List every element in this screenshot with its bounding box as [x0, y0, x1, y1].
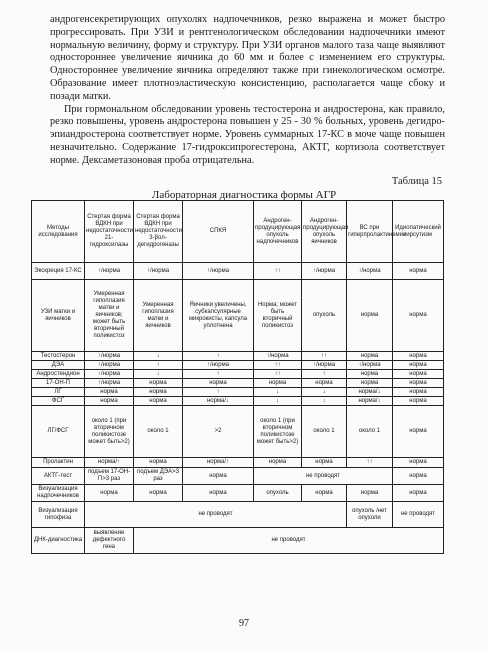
table-row — [32, 458, 444, 468]
table-row — [32, 361, 444, 370]
table-cell: норма — [393, 406, 444, 458]
row-header: 17-ОН-П — [32, 379, 85, 388]
table-cell: норма — [183, 485, 254, 502]
table-cell: ↑↑ — [347, 458, 393, 468]
table-row — [32, 379, 444, 388]
table-row — [32, 370, 444, 379]
table-cell: ↑ — [183, 388, 254, 397]
table-cell: норма — [347, 485, 393, 502]
table-cell: ↓ — [302, 388, 347, 397]
table-number: Таблица 15 — [391, 176, 442, 187]
table-cell: норма — [302, 379, 347, 388]
table-row — [32, 352, 444, 361]
table-cell: норма — [393, 468, 444, 485]
header-cell: Андроген-продуцирующая опухоль надпочечников — [254, 201, 302, 263]
table-cell: ↓ — [134, 370, 183, 379]
table-cell: не проводят — [254, 468, 393, 485]
table-cell: норма — [393, 352, 444, 361]
header-cell: СПКЯ — [183, 201, 254, 263]
row-header: УЗИ матки и яичников — [32, 280, 85, 352]
table-row — [32, 502, 444, 528]
page-number: 97 — [239, 618, 249, 629]
table-row — [32, 263, 444, 280]
table-cell: >2 — [183, 406, 254, 458]
table-cell: норма — [134, 458, 183, 468]
table-cell: норма — [85, 485, 134, 502]
table-row — [32, 406, 444, 458]
table-row — [32, 528, 444, 554]
table-cell: норма — [302, 485, 347, 502]
table-cell: опухоль /нет опухоли — [347, 502, 393, 528]
table-cell: ↓ — [302, 397, 347, 406]
body-text — [50, 14, 445, 168]
table-cell: ↑/норма — [183, 361, 254, 370]
table-cell: ↑/норма — [183, 263, 254, 280]
row-header: АКТГ-тест — [32, 468, 85, 485]
row-header: Андростендион — [32, 370, 85, 379]
paragraph-1: андрогенсекретирующих опухолях надпочечников, резко выражена и может быстро прогрессировать. При УЗИ и рентгенологическом обследовании надпочечники имеют нормальную величину, форму и структуру. При УЗИ органов малого таза чаще выявляют одностороннее увеличение яичника до 60 мм и более с изменением его структуры. Одностороннее увеличение яичника определяют также при гинекологическом осмотре. Образование имеет плотноэластическую консистенцию, располагается чаще сбоку и позади матки. — [50, 14, 445, 102]
table-cell: ↑/норма — [85, 352, 134, 361]
table-cell: ↓ — [134, 352, 183, 361]
row-header: Визуализация гипофиза — [32, 502, 85, 528]
table-cell: выявление дефектного гена — [85, 528, 134, 554]
table-cell: норма — [347, 370, 393, 379]
table-cell: около 1 — [302, 406, 347, 458]
table-cell: норма — [393, 263, 444, 280]
header-cell: ВС при гиперпролактинемии — [347, 201, 393, 263]
table-cell: ↑ — [183, 352, 254, 361]
table-row — [32, 388, 444, 397]
table-cell: норма — [134, 485, 183, 502]
table-cell: ↑/норма — [302, 361, 347, 370]
table-cell: норма/↓ — [183, 397, 254, 406]
table-cell: норма/↑ — [183, 458, 254, 468]
row-header: ДЭА — [32, 361, 85, 370]
header-cell: Стертая форма ВДКН при недостаточности 3-βол-дегидрогеназы — [134, 201, 183, 263]
table-cell: ↑/норма — [85, 361, 134, 370]
row-header: ФСГ — [32, 397, 85, 406]
table-cell: норма — [85, 397, 134, 406]
table-cell: норма — [183, 468, 254, 485]
table-cell: ↑/норма — [302, 263, 347, 280]
header-cell: Андроген-продуцирующая опухоль яичников — [302, 201, 347, 263]
table-cell: Яичники увеличены, субкапсулярные микрокисты, капсула уплотнена — [183, 280, 254, 352]
table-cell: не проводят — [393, 502, 444, 528]
table-cell: норма — [347, 352, 393, 361]
row-header: ЛГ/ФСГ — [32, 406, 85, 458]
table-cell: норма — [393, 397, 444, 406]
table-cell: опухоль — [302, 280, 347, 352]
row-header: Пролактин — [32, 458, 85, 468]
table-cell: норма — [302, 458, 347, 468]
table-cell: норма — [393, 280, 444, 352]
table-cell: ↓ — [254, 388, 302, 397]
table-cell: Умеренная гипоплазия матки и яичников; может быть вторичный поликистоз — [85, 280, 134, 352]
table-cell: норма — [134, 397, 183, 406]
paragraph-2: При гормональном обследовании уровень тестостерона и андростерона, как правило, резко повышены, уровень андростерона повышен у 25 - 30 % больных, уровень дегидро-эпиандростерона соответствует норме. Уровень суммарных 17-КС в моче чаще повышен незначительно. Содержание 17-гидроксипрогестерона, АКТГ, кортизола соответствует норме. Дексаметазоновая проба отрицательна. — [50, 103, 445, 166]
table-cell: ↑/норма — [254, 352, 302, 361]
table-title: Лабораторная диагностика формы АГР — [151, 189, 337, 201]
header-cell: Стертая форма ВДКН при недостаточности 21-гидроксилазы — [85, 201, 134, 263]
table-cell: ↑/норма — [85, 379, 134, 388]
table-cell: норма/↓ — [347, 397, 393, 406]
table-cell: ↑ — [134, 361, 183, 370]
table-cell: норма — [347, 379, 393, 388]
header-cell: Идиопатический гирсутизм — [393, 201, 444, 263]
diagnostics-table — [31, 200, 444, 554]
table-cell: ↑/норма — [347, 263, 393, 280]
row-header: ЛГ — [32, 388, 85, 397]
table-cell: ↓ — [254, 397, 302, 406]
row-header: Экскреция 17-КС — [32, 263, 85, 280]
table-cell: норма — [393, 361, 444, 370]
table-cell: ↑↑ — [254, 263, 302, 280]
table-cell: норма — [254, 458, 302, 468]
table-cell: подъем 17-ОН-П>3 раз — [85, 468, 134, 485]
table-cell: норма — [393, 370, 444, 379]
table-cell: норма — [134, 388, 183, 397]
table-cell: ↑ — [183, 370, 254, 379]
table-cell: ↑↑ — [254, 361, 302, 370]
table-cell: около 1 (при вторичном поликистозе может быть>2) — [254, 406, 302, 458]
table-row — [32, 397, 444, 406]
table-header-row — [32, 201, 444, 263]
table-cell: не проводят — [85, 502, 347, 528]
table-cell: ↑/норма — [85, 263, 134, 280]
table-row — [32, 468, 444, 485]
table-cell: около 1 — [347, 406, 393, 458]
table-cell: ↑↑ — [254, 370, 302, 379]
table-cell: опухоль — [254, 485, 302, 502]
table-row — [32, 485, 444, 502]
row-header: Визуализация надпочечников — [32, 485, 85, 502]
table-cell: Умеренная гипоплазия матки и яичников — [134, 280, 183, 352]
row-header: ДНК-диагностика — [32, 528, 85, 554]
table-cell: ↑↑ — [302, 352, 347, 361]
table-cell: подъем ДЭА>3 раз — [134, 468, 183, 485]
table-cell: норма — [85, 388, 134, 397]
table-cell: норма — [134, 379, 183, 388]
header-cell: Методы исследования — [32, 201, 85, 263]
table-cell: ↑/норма — [134, 263, 183, 280]
table-cell: ↑/норма — [85, 370, 134, 379]
table-cell: норма/↑ — [85, 458, 134, 468]
table-cell: около 1 — [134, 406, 183, 458]
table-cell: норма — [393, 485, 444, 502]
table-cell: норма — [393, 388, 444, 397]
table-cell: ↑ — [302, 370, 347, 379]
table-cell: норма — [393, 379, 444, 388]
table-cell: ↑/норма — [347, 361, 393, 370]
table-row — [32, 280, 444, 352]
table-cell: около 1 (при вторичном поликистозе может быть>2) — [85, 406, 134, 458]
table-cell: норма — [254, 379, 302, 388]
table-cell: норма — [347, 280, 393, 352]
row-header: Тестостерон — [32, 352, 85, 361]
table-cell: не проводят — [134, 528, 444, 554]
table-cell: Норма; может быть вторичный поликистоз — [254, 280, 302, 352]
table-cell: норма — [183, 379, 254, 388]
table-cell: норма/↓ — [347, 388, 393, 397]
table-cell: норма — [393, 458, 444, 468]
